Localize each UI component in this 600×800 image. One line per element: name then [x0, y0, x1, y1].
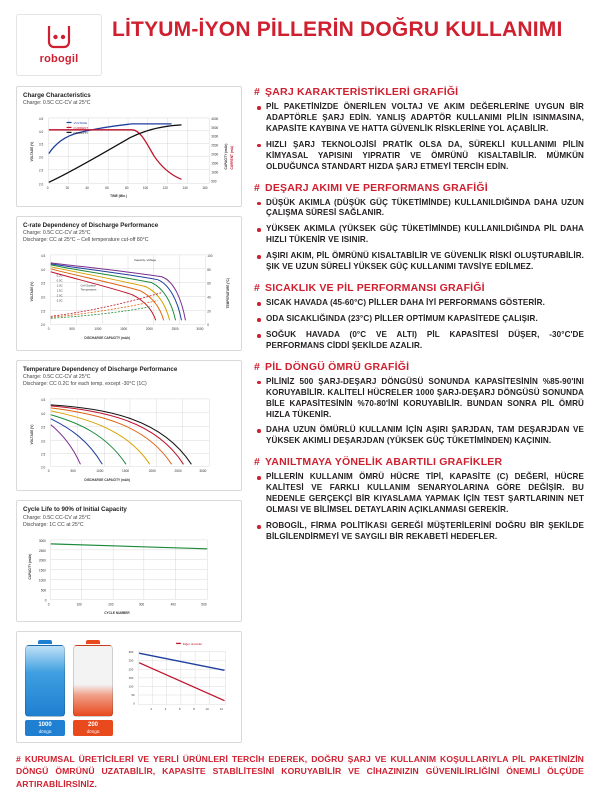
battery-cycles-label [73, 720, 113, 736]
svg-text:3.0: 3.0 [38, 155, 44, 160]
brand-logo [16, 14, 102, 76]
svg-text:VOLTAGE (V): VOLTAGE (V) [29, 142, 34, 162]
svg-text:40: 40 [207, 295, 211, 300]
svg-text:200: 200 [108, 602, 114, 607]
svg-text:100: 100 [76, 602, 82, 607]
robot-face-icon [44, 26, 74, 50]
svg-text:4000: 4000 [211, 117, 219, 122]
list-item: SICAK HAVADA (45-60°C) PİLLER DAHA İYİ PERFORMANS GÖSTERİR. [254, 298, 584, 309]
chart-card-cycle-life [16, 500, 242, 622]
list-item: HIZLI ŞARJ TEKNOLOJİSİ PRATİK OLSA DA, SÜREKLİ KULLANIMI PİLİN KİMYASAL YAPISINI YIPRATIR VE ÖMRÜNÜ KISALTABİLİR. MÜMKÜN OLDUĞUNCA STANDART HIZDA ŞARJ ETMEYİ TERCİH EDİN. [254, 140, 584, 173]
svg-text:6: 6 [178, 707, 181, 712]
svg-text:20: 20 [207, 309, 211, 314]
svg-text:3000: 3000 [211, 135, 219, 140]
battery-cycles-value: 200 [87, 722, 98, 729]
list-item: DÜŞÜK AKIMLA (DÜŞÜK GÜÇ TÜKETİMİNDE) KULLANILDIĞINDA DAHA UZUN ÇALIŞMA SÜRESİ SAĞLANIR. [254, 198, 584, 220]
svg-text:60: 60 [105, 186, 109, 191]
chart-plot-temperature [23, 391, 235, 486]
svg-text:140: 140 [182, 186, 188, 191]
svg-text:1000: 1000 [96, 469, 104, 474]
chart-plot-crate [23, 247, 235, 346]
svg-text:400: 400 [170, 602, 176, 607]
section-desarj-akimi [254, 182, 584, 274]
svg-text:4: 4 [164, 707, 167, 712]
svg-text:0: 0 [47, 327, 50, 332]
content-columns [16, 86, 584, 752]
svg-text:1.5C: 1.5C [56, 288, 63, 293]
svg-text:2.0C: 2.0C [56, 293, 63, 298]
svg-text:4.0: 4.0 [40, 267, 46, 272]
svg-text:0: 0 [44, 598, 47, 603]
chart-title: Cycle Life to 90% of Initial Capacity [23, 506, 127, 514]
svg-text:2000: 2000 [211, 152, 219, 157]
battery-robogil [25, 640, 65, 736]
svg-text:DISCHARGE CAPACITY (mAh): DISCHARGE CAPACITY (mAh) [84, 478, 131, 483]
section-heading [254, 282, 584, 294]
svg-text:4.5: 4.5 [38, 117, 44, 122]
chart-card-charge-characteristics [16, 86, 242, 207]
footer-text: KURUMSAL ÜRETİCİLERİ VE YERLİ ÜRÜNLERİ TERCİH EDEREK, DOĞRU ŞARJ VE KULLANIM KOŞULLARIYLA PİL PAKETİNİZİN DÖNGÜ ÖMRÜNÜ UZATABİLİR, KAPASİTE STABİLİTESİNİ KORUYABİLİR VE CİHAZINIZIN GÜVENİLİRLİĞİNİ ÖNEMLİ ÖLÇÜDE ARTIRABİLİRSİNİZ. [16, 753, 584, 789]
bullet-list [254, 298, 584, 352]
battery-cap-icon [86, 640, 100, 644]
hash-icon: # [254, 282, 261, 295]
svg-text:250: 250 [128, 658, 134, 663]
list-item: PİLLERİN KULLANIM ÖMRÜ HÜCRE TİPİ, KAPASİTE (C) DEĞERİ, HÜCRE KALİTESİ VE FARKLI KULLANIM SENARYOLARINA GÖRE DEĞİŞİR. BU NEDENLE GERÇEKÇİ BİR KIYASLAMA YAPMAK İÇİN TEST ŞARTLARININ NET OLMASI VE BİLİMSEL DETAYLARIN AÇIKLANMASI GEREKİR. [254, 472, 584, 516]
svg-text:100: 100 [142, 186, 149, 191]
svg-text:CURRENT: CURRENT [73, 126, 89, 131]
hash-icon: # [254, 360, 261, 373]
chart-legend-label: Diğer üreticiler [182, 642, 203, 647]
svg-text:3.5: 3.5 [40, 425, 46, 430]
battery-icons [23, 638, 115, 736]
section-heading-text: PİL DÖNGÜ ÖMRÜ GRAFİĞİ [265, 360, 410, 373]
svg-text:200: 200 [128, 667, 134, 672]
svg-text:0: 0 [46, 186, 49, 191]
section-heading-text: DEŞARJ AKIMI VE PERFORMANS GRAFİĞİ [265, 181, 488, 194]
svg-text:2.5: 2.5 [40, 452, 46, 457]
footer-note [16, 753, 584, 790]
brand-logo-text: robogil [39, 52, 79, 65]
chart-title: Charge Characteristics [23, 92, 91, 99]
svg-text:500: 500 [211, 179, 217, 184]
battery-cycles-unit: döngü [86, 728, 100, 734]
chart-subtitle: Charge: 0.5C CC-CV at 25°C [23, 514, 91, 521]
svg-text:3.0: 3.0 [40, 439, 46, 444]
battery-cycles-unit: döngü [38, 728, 52, 734]
section-sarj-karakteristikleri [254, 86, 584, 173]
bullet-list [254, 377, 584, 448]
chart-plot-exaggerated [121, 638, 235, 736]
chart-plot-charge [23, 110, 235, 201]
list-item: ROBOGİL, FİRMA POLİTİKASI GEREĞİ MÜŞTERİLERİNİ DOĞRU BİR ŞEKİLDE BİLGİLENDİRMEYİ VE SAYGILI BİR REKABETİ HEDEFLER. [254, 521, 584, 543]
battery-cap-icon [38, 640, 52, 644]
section-yaniltmaya-yonelik [254, 456, 584, 543]
svg-text:3.5: 3.5 [40, 281, 46, 286]
list-item: PİLİNİZ 500 ŞARJ-DEŞARJ DÖNGÜSÜ SONUNDA KAPASİTESİNİN %85-90'INI KORUYABİLİR. KALİTELİ HÜCRELER 1000 ŞARJ-DEŞARJ DÖNGÜSÜ SONUNDA BİLE KAPASİTESİNİN %70-80'İNİ KORUYABİLİR. BUNDAN SONRA PİL ÖMRÜ HIZLA TÜKENİR. [254, 377, 584, 421]
svg-text:1500: 1500 [120, 327, 128, 332]
svg-text:100: 100 [128, 684, 134, 689]
svg-text:500: 500 [69, 327, 75, 332]
chart-card-temperature-dependency [16, 360, 242, 491]
svg-text:CAPACITY: CAPACITY [73, 131, 89, 136]
svg-text:3.0: 3.0 [40, 295, 46, 300]
hash-icon: # [16, 753, 21, 764]
list-item: DAHA UZUN ÖMÜRLÜ KULLANIM İÇİN AŞIRI ŞARJDAN, TAM DEŞARJDAN VE YÜKSEK AKIMLI DEŞARJDAN (YÜKSEK GÜÇ TÜKETİMİNDEN) KAÇININ. [254, 425, 584, 447]
svg-text:300: 300 [138, 602, 145, 607]
svg-text:1000: 1000 [38, 578, 46, 583]
svg-text:1000: 1000 [211, 170, 219, 175]
svg-text:1500: 1500 [211, 161, 219, 166]
svg-text:VOLTAGE (V): VOLTAGE (V) [29, 424, 34, 445]
svg-text:TEMPERATURE (°C): TEMPERATURE (°C) [226, 277, 231, 309]
svg-text:60: 60 [207, 281, 211, 286]
svg-text:50: 50 [131, 692, 135, 697]
svg-text:2: 2 [150, 707, 153, 712]
chart-title: Temperature Dependency of Discharge Performance [23, 365, 178, 373]
svg-text:8: 8 [193, 707, 195, 712]
svg-text:40: 40 [85, 186, 89, 191]
svg-text:2000: 2000 [145, 327, 153, 332]
svg-text:4.5: 4.5 [40, 253, 46, 258]
section-heading-text: YANILTMAYA YÖNELİK ABARTILI GRAFİKLER [265, 456, 503, 469]
section-heading [254, 182, 584, 194]
svg-text:2500: 2500 [171, 327, 179, 332]
list-item: YÜKSEK AKIMLA (YÜKSEK GÜÇ TÜKETİMİNDE) KULLANILDIĞINDA PİL DAHA HIZLI TÜKENİR VE ISINIR. [254, 224, 584, 246]
svg-text:2500: 2500 [174, 469, 182, 474]
svg-text:1.0C: 1.0C [56, 283, 63, 288]
svg-text:CAPACITY (mAh): CAPACITY (mAh) [224, 143, 229, 170]
svg-text:2.0: 2.0 [40, 465, 46, 470]
svg-text:150: 150 [128, 675, 134, 680]
svg-text:2.5: 2.5 [38, 168, 44, 173]
svg-text:20: 20 [65, 186, 70, 191]
svg-text:Temperature: Temperature [80, 287, 97, 292]
svg-text:500: 500 [40, 588, 47, 593]
hash-icon: # [254, 86, 261, 98]
svg-text:0: 0 [207, 323, 210, 328]
svg-text:1000: 1000 [94, 327, 102, 332]
svg-text:2000: 2000 [38, 558, 46, 563]
svg-text:3.5: 3.5 [38, 143, 44, 148]
svg-text:VOLTAGE (V): VOLTAGE (V) [29, 281, 34, 302]
chart-subtitle-2: Discharge: CC 0.2C for each temp. except -30°C (1C) [23, 381, 147, 388]
svg-text:4.0: 4.0 [40, 412, 46, 417]
svg-text:2.0: 2.0 [40, 323, 46, 328]
battery-cycles-value: 1000 [38, 722, 52, 729]
hash-icon: # [254, 181, 261, 194]
svg-text:3.0C: 3.0C [56, 298, 63, 303]
section-heading-text: SICAKLIK VE PİL PERFORMANSI GRAFİĞİ [265, 282, 485, 295]
svg-text:CAPACITY (mAh): CAPACITY (mAh) [27, 553, 32, 580]
battery-body-icon [73, 645, 113, 717]
svg-text:10: 10 [205, 707, 209, 712]
svg-text:2.0: 2.0 [38, 182, 44, 187]
svg-text:1500: 1500 [38, 568, 46, 573]
bullet-list [254, 472, 584, 543]
chart-subtitle-2: Discharge: 1C CC at 25°C [23, 521, 84, 528]
section-pil-dongu-omru [254, 361, 584, 448]
svg-text:300: 300 [128, 650, 134, 655]
svg-text:Cell Surface: Cell Surface [80, 283, 97, 288]
chart-title: C-rate Dependency of Discharge Performance [23, 221, 159, 229]
section-heading-text: ŞARJ KARAKTERİSTİKLERİ GRAFİĞİ [265, 86, 459, 98]
page-header [16, 14, 584, 76]
list-item: PİL PAKETİNİZDE ÖNERİLEN VOLTAJ VE AKIM DEĞERLERİNE UYGUN BİR ADAPTÖRLE ŞARJ EDİN. YANLIŞ ADAPTÖR KULLANIMI PİLİN ISINMASINA, KAPASİTE KAYBINA VE HATTA GÜVENLİK RİSKLERİNE YOL AÇABİLİR. [254, 102, 584, 135]
battery-cycles-label [25, 720, 65, 736]
svg-text:100: 100 [207, 253, 213, 258]
hash-icon: # [254, 456, 261, 469]
section-heading [254, 456, 584, 468]
chart-card-crate-dependency [16, 216, 242, 351]
charts-column [16, 86, 242, 752]
svg-text:1500: 1500 [122, 469, 130, 474]
svg-text:2000: 2000 [148, 469, 156, 474]
battery-body-icon [25, 645, 65, 717]
chart-subtitle: Charge: 0.5C CC-CV at 25°C [23, 229, 91, 236]
svg-text:TIME (Min.): TIME (Min.) [110, 194, 128, 199]
svg-text:160: 160 [202, 186, 208, 191]
svg-text:3000: 3000 [38, 538, 46, 543]
svg-text:12: 12 [219, 707, 223, 712]
list-item: ODA SICAKLIĞINDA (23°C) PİLLER OPTİMUM KAPASİTEDE ÇALIŞIR. [254, 314, 584, 325]
chart-subtitle-2: Discharge: CC at 25°C – Cell temperature cut-off 80°C [23, 236, 149, 243]
list-item: AŞIRI AKIM, PİL ÖMRÜNÜ KISALTABİLİR VE GÜVENLİK RİSKİ OLUŞTURABİLİR. ŞIK VE UZUN SÜRELİ YÜKSEK GÜÇ KULLANIMI TAVSİYE EDİLMEZ. [254, 251, 584, 273]
svg-text:2500: 2500 [211, 144, 219, 149]
section-heading [254, 361, 584, 373]
chart-subtitle: Charge: 0.5C CC-CV at 25°C [23, 374, 91, 381]
list-item: SOĞUK HAVADA (0°C VE ALTI) PİL KAPASİTESİ DÜŞER, -30°C'DE PERFORMANS CİDDİ ŞEKİLDE AZALIR. [254, 330, 584, 352]
battery-comparison-card [16, 631, 242, 743]
svg-text:2.5: 2.5 [40, 309, 46, 314]
svg-text:DISCHARGE CAPACITY (mAh): DISCHARGE CAPACITY (mAh) [84, 336, 131, 341]
text-column [254, 86, 584, 752]
svg-text:80: 80 [125, 186, 129, 191]
svg-text:0: 0 [47, 469, 50, 474]
svg-text:Capacity–Voltage: Capacity–Voltage [133, 257, 157, 262]
svg-text:2500: 2500 [38, 548, 46, 553]
svg-text:0.5C: 0.5C [56, 278, 63, 283]
svg-text:500: 500 [201, 602, 207, 607]
svg-text:3000: 3000 [199, 469, 207, 474]
svg-text:500: 500 [70, 469, 76, 474]
svg-text:CYCLE NUMBER: CYCLE NUMBER [104, 611, 130, 616]
svg-text:0: 0 [133, 701, 135, 706]
bullet-list [254, 198, 584, 274]
svg-text:120: 120 [162, 186, 168, 191]
chart-plot-cycle-life [23, 532, 235, 617]
svg-text:3000: 3000 [196, 327, 204, 332]
svg-text:0.2C: 0.2C [56, 273, 63, 278]
svg-text:VOLTAGE: VOLTAGE [73, 121, 88, 126]
section-sicaklik-performans [254, 282, 584, 352]
svg-text:4.0: 4.0 [38, 130, 44, 135]
svg-text:3500: 3500 [211, 126, 219, 131]
svg-text:0: 0 [47, 602, 50, 607]
page-title: LİTYUM-İYON PİLLERİN DOĞRU KULLANIMI [112, 18, 563, 41]
section-heading [254, 86, 584, 98]
svg-text:80: 80 [207, 267, 211, 272]
svg-text:CURRENT (mA): CURRENT (mA) [230, 146, 235, 170]
chart-subtitle: Charge: 0.5C CC-CV at 25°C [23, 100, 91, 107]
bullet-list [254, 102, 584, 173]
svg-text:4.5: 4.5 [40, 398, 46, 403]
battery-other [73, 640, 113, 736]
